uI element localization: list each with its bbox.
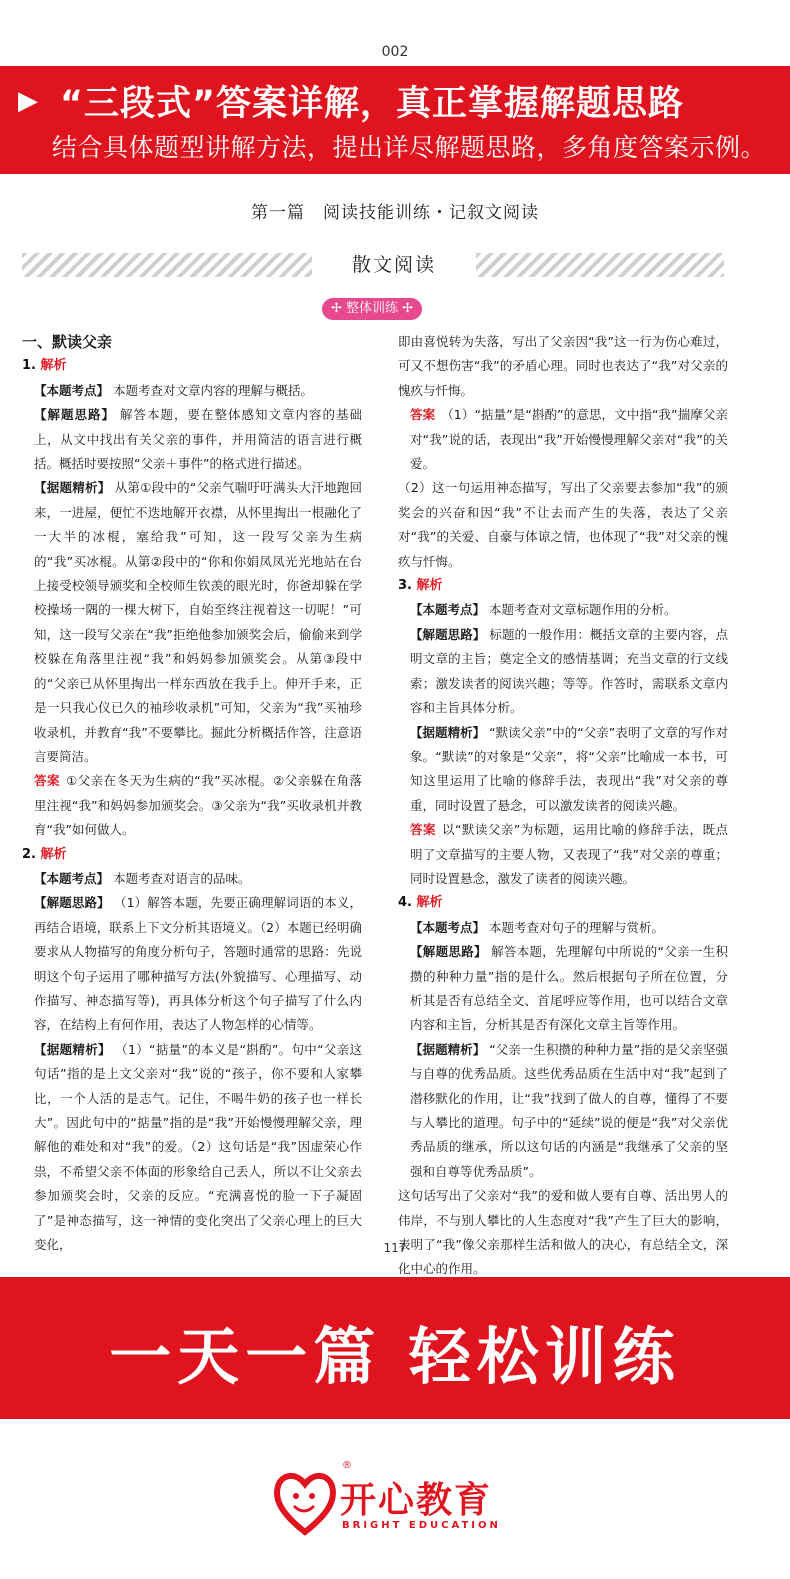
answer-label: 答案: [410, 822, 436, 838]
answer-block: [398, 818, 728, 891]
block-tag: 【解题思路】: [410, 626, 486, 642]
answer-label: 答案: [410, 407, 436, 423]
top-banner: [0, 66, 790, 174]
logo-text-en: BRIGHT EDUCATION: [342, 1520, 501, 1531]
block-tag: 【解题思路】: [34, 895, 110, 911]
approach-block: [22, 403, 362, 476]
analysis-label: 解析: [416, 578, 443, 594]
approach-block: [398, 623, 728, 721]
page-code: 002: [381, 44, 409, 60]
block-tag: 【本题考点】: [34, 382, 110, 398]
question-number: 3.: [398, 578, 412, 594]
answer-label: 答案: [34, 773, 60, 789]
point-block: [22, 379, 362, 403]
block-text: （1）解答本题，先要正确理解词语的本义，再结合语境，联系上下文分析其语境义。（2）本题已经明确要求从人物描写的角度分析句子，答题时通常的思路：先说明这个句子运用了哪种描写方法(外貌描写、心理描写、动作描写、神态描写等)，再具体分析这个句子描写了什么内容，在结构上有何作用，表达了人物怎样的心情等。: [34, 895, 362, 1033]
block-tag: 【据题精析】: [34, 1041, 111, 1057]
block-text: 本题考查对文章内容的理解与概括。: [113, 382, 314, 398]
approach-block: [22, 891, 362, 1037]
answer-text-2: （2）这一句运用神态描写，写出了父亲要去参加“我”的颁奖会的兴奋和因“我”不让去而产生的失落，表达了父亲对“我”的关爱、自豪与体谅之情，也体现了“我”对父亲的愧疚与忏悔。: [398, 480, 728, 569]
question-heading: [398, 574, 728, 598]
block-tag: 【解题思路】: [410, 944, 487, 960]
bottom-banner: [0, 1277, 790, 1419]
footer-slogan: 一天一篇 轻松训练: [109, 1320, 681, 1393]
banner-subline: 结合具体题型讲解方法，提出详尽解题思路，多角度答案示例。: [52, 133, 767, 162]
block-text: 本题考查对句子的理解与赏析。: [489, 919, 665, 935]
block-tag: 【本题考点】: [410, 602, 486, 618]
answer-text: 以“默读父亲”为标题，运用比喻的修辞手法，既点明了文章描写的主要人物，又表现了“我”对父亲的尊重；同时设置悬念，激发了读者的阅读兴趣。: [410, 822, 728, 886]
block-tag: 【本题考点】: [34, 870, 110, 886]
block-text: 解答本题，先理解句中所说的“父亲一生积攒的种种力量”指的是什么。然后根据句子所在位置，分析其是否有总结全文、首尾呼应等作用，也可以结合文章内容和主旨，分析其是否有深化文章主旨等作用。: [410, 944, 728, 1033]
block-tag: 【本题考点】: [410, 919, 486, 935]
block-text: “父亲一生积攒的种种力量”指的是父亲坚强与自尊的优秀品质。这些优秀品质在生活中对“我”起到了潜移默化的作用，让“我”找到了做人的自尊，懂得了不要与人攀比的道理。句子中的“延续”说的便是“我”对父亲优秀品质的继承，所以这句话的内涵是“我继承了父亲的坚强和自尊等优秀品质”。: [410, 1041, 728, 1179]
brand-logo: [272, 1460, 522, 1550]
answer-block: [398, 403, 728, 476]
answer-text: 这句话写出了父亲对“我”的爱和做人要有自尊、活出男人的伟岸，不与别人攀比的人生态度对“我”产生了巨大的影响，表明了“我”像父亲那样生活和做人的决心，有总结全文，深化中心的作用。: [398, 1188, 728, 1277]
answer-block: [22, 769, 362, 842]
block-text: 解答本题，要在整体感知文章内容的基础上，从文中找出有关父亲的事件，并用简洁的语言进行概括。概括时要按照“父亲＋事件”的格式进行描述。: [34, 407, 362, 472]
block-tag: 【解题思路】: [34, 407, 115, 423]
left-column: [22, 330, 362, 1257]
analysis-block: [398, 721, 728, 819]
block-text: 本题考查对文章标题作用的分析。: [489, 602, 677, 618]
block-text: （1）“掂量”的本义是“斟酌”。句中“父亲这句话”指的是上文父亲对“我”说的“孩子，你不要和人家攀比，一个人活的是志气。记住，不喝牛奶的孩子也一样长大”。因此句中的“掂量”指的是“我”开始慢慢理解父亲，理解他的难处和对“我”的爱。（2）这句话是“我”因虚荣心作祟，不希望父亲不体面的形象给自己丢人，所以不让父亲去参加颁奖会时，父亲的反应。“充满喜悦的脸一下子凝固了”是神态描写，这一神情的变化突出了父亲心理上的巨大变化，: [34, 1041, 362, 1253]
point-block: [22, 867, 362, 891]
banner-headline: “三段式”答案详解，真正掌握解题思路: [60, 84, 685, 124]
logo-text-cn: 开心教育: [340, 1480, 493, 1521]
play-arrow-icon: ▶: [18, 86, 38, 116]
question-heading: [398, 891, 728, 915]
question-number: 4.: [398, 895, 412, 911]
divider-stripe-left: [22, 253, 312, 277]
analysis-block: [22, 1038, 362, 1258]
block-text: 本题考查对语言的品味。: [113, 870, 251, 886]
point-block: [398, 598, 728, 622]
block-tag: 【据题精析】: [410, 724, 486, 740]
block-tag: 【据题精析】: [34, 480, 111, 496]
registered-mark: ®: [342, 1460, 352, 1471]
answer-text: （1）“掂量”是“斟酌”的意思，文中指“我”揣摩父亲对“我”说的话，表现出“我”开始慢慢理解父亲对“我”的关爱。: [410, 407, 728, 472]
question-heading: [22, 354, 362, 378]
block-text: 从第①段中的“父亲气喘吁吁满头大汗地跑回来，一进屋，便忙不迭地解开衣襟，从怀里掏出一根融化了一大半的冰棍，塞给我”可知，这一段写父亲为生病的“我”买冰棍。从第②段中的“你和你娟凤凤光光地站在台上接受校领导颁奖和全校师生钦羡的眼光时，你爸却躲在学校操场一隅的一棵大树下，自始至终注视着这一切呢！”可知，这一段写父亲在“我”拒绝他参加颁奖会后，偷偷来到学校躲在角落里注视“我”和妈妈参加颁奖会。从第③段中的“父亲已从怀里掏出一样东西放在我手上。伸开手来，正是一只我心仪已久的袖珍收录机”可知，父亲为“我”买袖珍收录机，并教育“我”不要攀比。掘此分析概括作答，注意语言要简洁。: [34, 480, 362, 764]
divider-stripe-right: [476, 253, 724, 277]
article-title: 一、默读父亲: [22, 333, 113, 351]
practice-badge: ✢ 整体训练 ✢: [322, 298, 422, 320]
analysis-label: 解析: [40, 846, 67, 862]
block-text: 标题的一般作用：概括文章的主要内容，点明文章的主旨；奠定全文的感情基调；充当文章的行文线索；激发读者的阅读兴趣；等等。作答时，需联系文章内容和主旨具体分析。: [410, 626, 728, 716]
point-block: [398, 916, 728, 940]
prose-section-title: 散文阅读: [351, 254, 436, 276]
block-text: “默读父亲”中的“父亲”表明了文章的写作对象。“默读”的对象是“父亲”，将“父亲”比喻成一本书，可知这里运用了比喻的修辞手法，表现出“我”对父亲的尊重，同时设置了悬念，可以激发读者的阅读兴趣。: [410, 724, 728, 813]
page-number: 117: [383, 1241, 407, 1255]
analysis-label: 解析: [40, 358, 67, 374]
block-tag: 【据题精析】: [410, 1041, 486, 1057]
right-column: [398, 330, 728, 1282]
continuation-text: 即由喜悦转为失落，写出了父亲因“我”这一行为伤心难过，可又不想伤害“我”的矛盾心理。同时也表达了“我”对父亲的愧疚与忏悔。: [398, 334, 728, 398]
answer-text: ①父亲在冬天为生病的“我”买冰棍。②父亲躲在角落里注视“我”和妈妈参加颁奖会。③父亲为“我”买收录机并教育“我”如何做人。: [34, 773, 362, 838]
question-number: 1.: [22, 358, 36, 374]
question-number: 2.: [22, 846, 36, 862]
analysis-label: 解析: [416, 895, 443, 911]
heart-logo-icon: [272, 1466, 338, 1536]
analysis-block: [22, 476, 362, 769]
approach-block: [398, 940, 728, 1038]
question-heading: [22, 843, 362, 867]
chapter-title: 第一篇 阅读技能训练・记叙文阅读: [251, 203, 539, 223]
analysis-block: [398, 1038, 728, 1184]
